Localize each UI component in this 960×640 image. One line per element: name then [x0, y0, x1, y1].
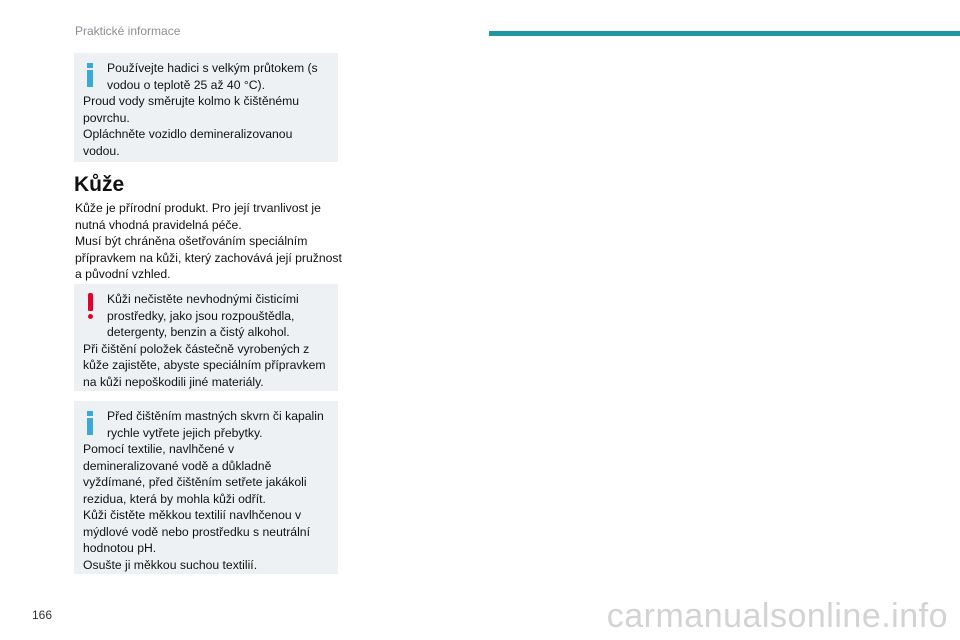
section-body-text: [75, 200, 345, 283]
page-number: 166: [32, 608, 53, 622]
warning-icon: [87, 293, 94, 319]
info-box-water: [74, 53, 338, 162]
info-box-paragraph: Před čištěním mastných skvrn či kapalin rychle vytřete jejich přebytky.: [107, 409, 324, 440]
body-sentence: Kůže je přírodní produkt. Pro její trvanlivost je nutná vhodná pravidelná péče.: [75, 201, 321, 232]
section-title: Kůže: [74, 173, 125, 196]
section-header: Praktické informace: [75, 24, 181, 38]
info-box-paragraph: Osušte ji měkkou suchou textilií.: [83, 557, 258, 572]
info-box-paragraph: Kůži čistěte měkkou textilií navlhčenou v mýdlové vodě nebo prostředku s neutrální hodnotou pH.: [83, 508, 310, 555]
warning-box-leather: [74, 284, 338, 391]
info-box-paragraph: Používejte hadici s velkým průtokem (s vodou o teplotě 25 až 40 °C).: [107, 61, 318, 92]
body-sentence: Musí být chráněna ošetřováním speciálním přípravkem na kůži, který zachovává její pružnost a původní vzhled.: [75, 234, 342, 282]
watermark: carmanualsonline.info: [606, 597, 948, 635]
warning-box-paragraph: Při čištění položek částečně vyrobených z kůže zajistěte, abyste speciálním přípravkem na kůži nepoškodili jiné materiály.: [83, 341, 326, 389]
info-icon: [87, 411, 94, 435]
info-box-paragraph: Pomocí textilie, navlhčené v demineralizované vodě a důkladně vyždímané, před čištěním setřete jakákoli rezidua, která by mohla kůži odřít.: [83, 442, 307, 506]
info-box-stains: [74, 401, 338, 574]
header-accent-bar: [489, 31, 960, 36]
info-icon: [87, 63, 94, 87]
warning-box-paragraph: Kůži nečistěte nevhodnými čisticími prostředky, jako jsou rozpouštědla, detergenty, benzin a čistý alkohol.: [107, 292, 299, 339]
info-box-paragraph: Proud vody směrujte kolmo k čištěnému povrchu.: [83, 94, 300, 125]
info-box-paragraph: Opláchněte vozidlo demineralizovanou vodou.: [83, 127, 293, 158]
